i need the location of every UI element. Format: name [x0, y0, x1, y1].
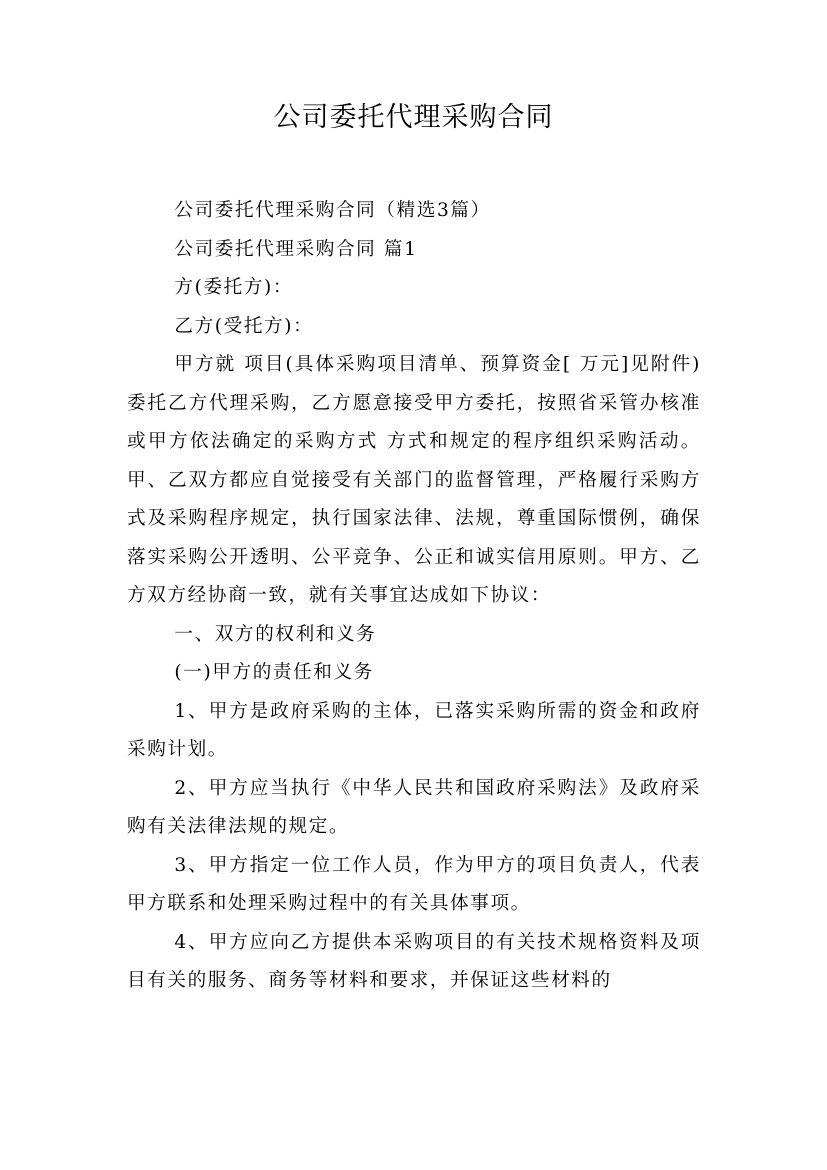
- document-body: [127, 192, 701, 1001]
- paragraph-heading-party-a-duties: (一)甲方的责任和义务: [174, 662, 374, 683]
- paragraph-subtitle: 公司委托代理采购合同（精选3篇）: [174, 200, 491, 221]
- paragraph-clause-2: 2、甲方应当执行《中华人民共和国政府采购法》及政府采购有关法律法规的规定。: [127, 777, 701, 837]
- paragraph-party-b: 乙方(受托方)：: [174, 315, 314, 337]
- paragraph-heading-rights: 一、双方的权利和义务: [174, 623, 377, 645]
- document-title: 公司委托代理采购合同: [273, 102, 554, 133]
- paragraph-clause-4: 4、甲方应向乙方提供本采购项目的有关技术规格资料及项目有关的服务、商务等材料和要求，并保证这些材料的: [127, 931, 701, 991]
- paragraph-party-a: 方(委托方)：: [174, 277, 294, 298]
- paragraph-clause-3: 3、甲方指定一位工作人员，作为甲方的项目负责人，代表甲方联系和处理采购过程中的有关具体事项。: [127, 854, 701, 914]
- paragraph-preamble: 甲方就 项目(具体采购项目清单、预算资金[ 万元]见附件)委托乙方代理采购，乙方愿意接受甲方委托，按照省采管办核准或甲方依法确定的采购方式 方式和规定的程序组织采购活动。甲、乙双方都应自觉接受有关部门的监督管理，严格履行采购方式及采购程序规定，执行国家法律、法规，尊重国际惯例，确保落实采购公开透明、公平竞争、公正和诚实信用原则。甲方、乙方双方经协商一致，就有关事宜达成如下协议：: [127, 354, 701, 606]
- paragraph-section-heading: 公司委托代理采购合同 篇1: [174, 238, 418, 260]
- paragraph-clause-1: 1、甲方是政府采购的主体，已落实采购所需的资金和政府采购计划。: [127, 700, 701, 760]
